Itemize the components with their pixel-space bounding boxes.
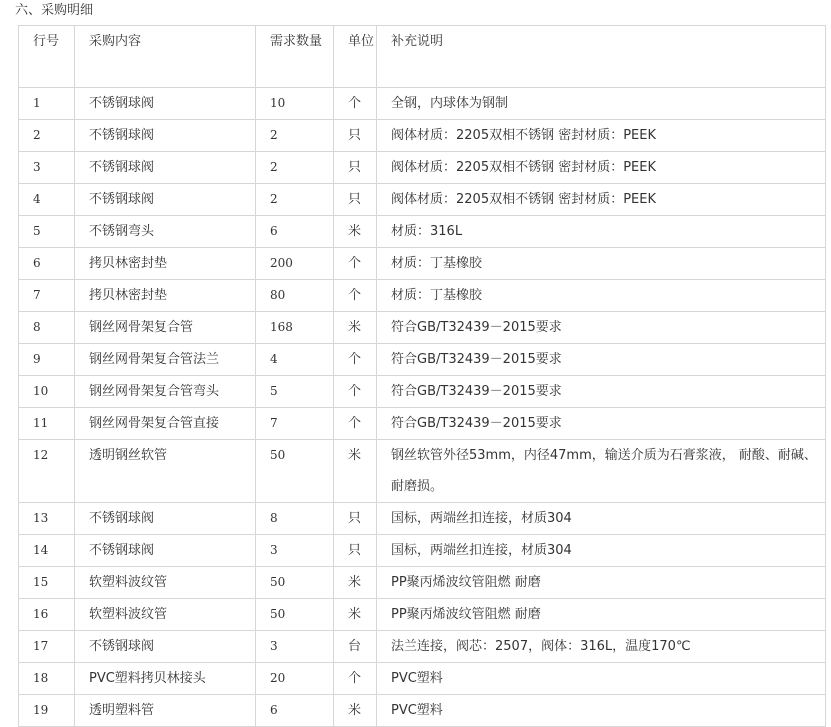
cell-line-no: 18 xyxy=(19,663,75,695)
cell-quantity: 50 xyxy=(256,440,334,503)
cell-unit: 只 xyxy=(334,535,377,567)
cell-line-no: 5 xyxy=(19,216,75,248)
cell-unit: 个 xyxy=(334,88,377,120)
cell-unit: 只 xyxy=(334,503,377,535)
cell-content: 钢丝网骨架复合管弯头 xyxy=(75,376,256,408)
cell-unit: 个 xyxy=(334,408,377,440)
cell-line-no: 9 xyxy=(19,344,75,376)
cell-content: 钢丝网骨架复合管 xyxy=(75,312,256,344)
cell-content: 不锈钢球阀 xyxy=(75,184,256,216)
cell-notes: PVC塑料 xyxy=(377,663,826,695)
cell-notes: 钢丝软管外径53mm，内径47mm，输送介质为石膏浆液， 耐酸、耐碱、耐磨损。 xyxy=(377,440,826,503)
cell-content: 不锈钢球阀 xyxy=(75,120,256,152)
table-row xyxy=(19,599,826,631)
cell-unit: 只 xyxy=(334,184,377,216)
cell-line-no: 19 xyxy=(19,695,75,727)
cell-unit: 只 xyxy=(334,120,377,152)
cell-content: 钢丝网骨架复合管法兰 xyxy=(75,344,256,376)
cell-content: 不锈钢弯头 xyxy=(75,216,256,248)
cell-quantity: 4 xyxy=(256,344,334,376)
cell-quantity: 8 xyxy=(256,503,334,535)
header-line-no: 行号 xyxy=(19,26,75,88)
cell-notes: 国标，两端丝扣连接，材质304 xyxy=(377,535,826,567)
cell-notes: PVC塑料 xyxy=(377,695,826,727)
cell-quantity: 80 xyxy=(256,280,334,312)
header-unit: 单位 xyxy=(334,26,377,88)
cell-line-no: 16 xyxy=(19,599,75,631)
cell-line-no: 1 xyxy=(19,88,75,120)
table-row xyxy=(19,503,826,535)
cell-quantity: 3 xyxy=(256,535,334,567)
cell-content: 软塑料波纹管 xyxy=(75,567,256,599)
header-content: 采购内容 xyxy=(75,26,256,88)
cell-line-no: 14 xyxy=(19,535,75,567)
cell-content: 不锈钢球阀 xyxy=(75,152,256,184)
cell-notes: 阀体材质：2205双相不锈钢 密封材质：PEEK xyxy=(377,120,826,152)
cell-line-no: 4 xyxy=(19,184,75,216)
cell-unit: 只 xyxy=(334,152,377,184)
section-title: 六、采购明细 xyxy=(15,3,94,18)
cell-notes: 符合GB/T32439－2015要求 xyxy=(377,344,826,376)
cell-content: 拷贝林密封垫 xyxy=(75,280,256,312)
cell-unit: 米 xyxy=(334,599,377,631)
cell-notes: 法兰连接，阀芯：2507，阀体：316L，温度170℃ xyxy=(377,631,826,663)
table-row xyxy=(19,280,826,312)
table-row xyxy=(19,184,826,216)
cell-content: 软塑料波纹管 xyxy=(75,599,256,631)
table-row xyxy=(19,88,826,120)
cell-line-no: 7 xyxy=(19,280,75,312)
cell-unit: 台 xyxy=(334,631,377,663)
cell-quantity: 2 xyxy=(256,184,334,216)
cell-line-no: 3 xyxy=(19,152,75,184)
header-quantity: 需求数量 xyxy=(256,26,334,88)
table-row xyxy=(19,120,826,152)
cell-notes: 阀体材质：2205双相不锈钢 密封材质：PEEK xyxy=(377,184,826,216)
cell-line-no: 2 xyxy=(19,120,75,152)
table-row xyxy=(19,376,826,408)
cell-notes: 符合GB/T32439－2015要求 xyxy=(377,408,826,440)
cell-notes: 材质：丁基橡胶 xyxy=(377,248,826,280)
cell-content: 透明塑料管 xyxy=(75,695,256,727)
cell-quantity: 2 xyxy=(256,120,334,152)
table-row xyxy=(19,248,826,280)
cell-unit: 个 xyxy=(334,376,377,408)
table-row xyxy=(19,631,826,663)
table-row xyxy=(19,152,826,184)
table-body xyxy=(19,26,826,727)
cell-quantity: 2 xyxy=(256,152,334,184)
cell-quantity: 6 xyxy=(256,216,334,248)
cell-line-no: 11 xyxy=(19,408,75,440)
cell-line-no: 8 xyxy=(19,312,75,344)
cell-unit: 个 xyxy=(334,248,377,280)
cell-notes: 材质：316L xyxy=(377,216,826,248)
table-row xyxy=(19,344,826,376)
table-row xyxy=(19,535,826,567)
cell-unit: 米 xyxy=(334,567,377,599)
cell-line-no: 13 xyxy=(19,503,75,535)
table-row xyxy=(19,663,826,695)
cell-quantity: 168 xyxy=(256,312,334,344)
cell-notes: PP聚丙烯波纹管阻燃 耐磨 xyxy=(377,567,826,599)
table-row xyxy=(19,695,826,727)
header-notes: 补充说明 xyxy=(377,26,826,88)
cell-quantity: 200 xyxy=(256,248,334,280)
cell-content: 不锈钢球阀 xyxy=(75,503,256,535)
cell-quantity: 3 xyxy=(256,631,334,663)
table-row xyxy=(19,567,826,599)
cell-content: 不锈钢球阀 xyxy=(75,88,256,120)
cell-quantity: 7 xyxy=(256,408,334,440)
cell-line-no: 10 xyxy=(19,376,75,408)
cell-unit: 米 xyxy=(334,695,377,727)
table-row xyxy=(19,408,826,440)
cell-line-no: 12 xyxy=(19,440,75,503)
procurement-table xyxy=(18,25,826,727)
table-row xyxy=(19,312,826,344)
cell-notes: 国标，两端丝扣连接，材质304 xyxy=(377,503,826,535)
cell-content: PVC塑料拷贝林接头 xyxy=(75,663,256,695)
cell-unit: 米 xyxy=(334,440,377,503)
cell-line-no: 15 xyxy=(19,567,75,599)
cell-notes: 全钢，内球体为钢制 xyxy=(377,88,826,120)
cell-content: 透明钢丝软管 xyxy=(75,440,256,503)
cell-notes: 符合GB/T32439－2015要求 xyxy=(377,376,826,408)
table-row xyxy=(19,216,826,248)
cell-quantity: 6 xyxy=(256,695,334,727)
cell-content: 拷贝林密封垫 xyxy=(75,248,256,280)
cell-unit: 米 xyxy=(334,312,377,344)
cell-notes: 符合GB/T32439－2015要求 xyxy=(377,312,826,344)
cell-unit: 个 xyxy=(334,663,377,695)
cell-line-no: 6 xyxy=(19,248,75,280)
cell-content: 钢丝网骨架复合管直接 xyxy=(75,408,256,440)
cell-notes: PP聚丙烯波纹管阻燃 耐磨 xyxy=(377,599,826,631)
table-row xyxy=(19,440,826,503)
cell-line-no: 17 xyxy=(19,631,75,663)
cell-unit: 米 xyxy=(334,216,377,248)
table-header-row xyxy=(19,26,826,88)
cell-quantity: 50 xyxy=(256,599,334,631)
cell-unit: 个 xyxy=(334,344,377,376)
cell-unit: 个 xyxy=(334,280,377,312)
cell-quantity: 10 xyxy=(256,88,334,120)
cell-quantity: 5 xyxy=(256,376,334,408)
cell-content: 不锈钢球阀 xyxy=(75,535,256,567)
cell-notes: 材质：丁基橡胶 xyxy=(377,280,826,312)
cell-content: 不锈钢球阀 xyxy=(75,631,256,663)
cell-notes: 阀体材质：2205双相不锈钢 密封材质：PEEK xyxy=(377,152,826,184)
cell-quantity: 20 xyxy=(256,663,334,695)
cell-quantity: 50 xyxy=(256,567,334,599)
